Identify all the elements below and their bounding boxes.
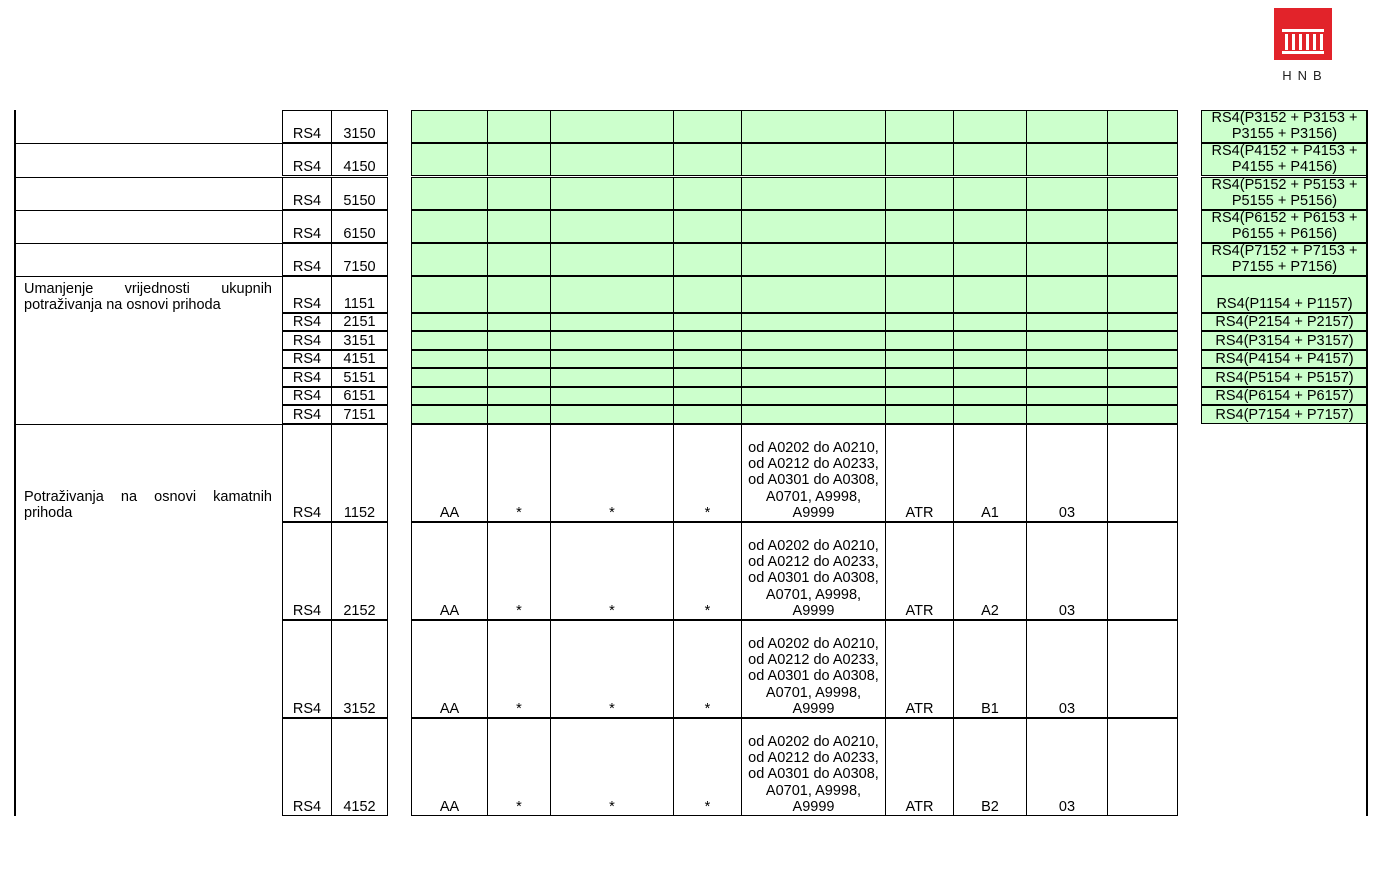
imp-row-3151-sheet-text: RS4 — [292, 333, 322, 349]
int-row-3152-col-1 — [411, 620, 488, 718]
formula-4150 — [1201, 143, 1368, 176]
imp-row-1151-col-3 — [550, 276, 674, 313]
formula-5150-text: RS4(P5152 + P5153 + P5155 + P5156) — [1211, 176, 1358, 209]
cont-row-5150-sheet-text: RS4 — [292, 193, 322, 209]
cont-row-3150-code-text: 3150 — [343, 126, 376, 142]
int-row-2152-col-7 — [953, 522, 1027, 620]
imp-row-7151-col-1 — [411, 405, 488, 424]
cont-row-4150-col-9 — [1107, 143, 1178, 176]
int-row-2152-col-3-text: * — [609, 603, 615, 619]
cont-row-4150-col-6 — [885, 143, 954, 176]
int-row-4152-col-3-text: * — [609, 799, 615, 815]
imp-row-7151-col-6 — [885, 405, 954, 424]
int-row-1152-col-1-text: AA — [439, 505, 460, 521]
int-row-1152-col-8-text: 03 — [1058, 505, 1076, 521]
int-row-3152-col-4 — [673, 620, 742, 718]
cont-row-6150-col-7 — [953, 210, 1027, 243]
int-row-2152-code-text: 2152 — [343, 603, 376, 619]
int-row-1152-col-4 — [673, 424, 742, 522]
formula-6150-text: RS4(P6152 + P6153 + P6155 + P6156) — [1211, 209, 1358, 242]
interest-label-text: Potraživanja na osnovi kamatnih prihoda — [24, 489, 272, 521]
cont-row-5150-col-5 — [741, 177, 886, 210]
imp-row-7151-sheet — [282, 405, 332, 424]
imp-row-2151-col-2 — [487, 313, 551, 331]
formula-5151-text: RS4(P5154 + P5157) — [1215, 369, 1354, 386]
int-row-3152-code-text: 3152 — [343, 701, 376, 717]
imp-row-2151-col-6 — [885, 313, 954, 331]
cont-row-7150-sheet-text: RS4 — [292, 259, 322, 275]
imp-row-5151-code — [331, 368, 388, 387]
int-row-4152-col-6 — [885, 718, 954, 816]
cont-row-5150-code-text: 5150 — [343, 193, 376, 209]
cont-row-3150-code — [331, 110, 388, 143]
imp-row-1151-col-2 — [487, 276, 551, 313]
imp-row-6151-col-2 — [487, 387, 551, 405]
int-row-4152-col-7 — [953, 718, 1027, 816]
imp-row-6151-col-8 — [1026, 387, 1108, 405]
cont-row-6150-col-9 — [1107, 210, 1178, 243]
int-row-4152-sheet — [282, 718, 332, 816]
imp-row-6151-code — [331, 387, 388, 405]
cont-row-3150-col-8 — [1026, 110, 1108, 143]
imp-row-3151-col-2 — [487, 331, 551, 350]
int-row-1152-col-3-text: * — [609, 505, 615, 521]
imp-row-5151-col-9 — [1107, 368, 1178, 387]
imp-row-7151-col-7 — [953, 405, 1027, 424]
imp-row-2151-col-5 — [741, 313, 886, 331]
cont-row-4150-code — [331, 143, 388, 176]
imp-row-1151-code-text: 1151 — [343, 296, 376, 312]
imp-row-1151-col-8 — [1026, 276, 1108, 313]
int-row-2152-col-4 — [673, 522, 742, 620]
cont-row-5150-col-1 — [411, 177, 488, 210]
formula-3150-text: RS4(P3152 + P3153 + P3155 + P3156) — [1211, 109, 1358, 142]
formula-6151 — [1201, 387, 1368, 405]
imp-row-7151-col-5 — [741, 405, 886, 424]
int-row-3152-col-7 — [953, 620, 1027, 718]
imp-row-3151-col-3 — [550, 331, 674, 350]
cont-row-4150-col-8 — [1026, 143, 1108, 176]
int-row-3152-col-6-text: ATR — [905, 701, 934, 717]
imp-row-1151-sheet — [282, 276, 332, 313]
cont-row-7150-sheet — [282, 243, 332, 276]
imp-row-3151-col-6 — [885, 331, 954, 350]
imp-row-7151-col-2 — [487, 405, 551, 424]
hnb-logo-text: HNB — [1282, 68, 1328, 83]
int-row-3152-sheet — [282, 620, 332, 718]
int-row-1152-col-6 — [885, 424, 954, 522]
int-row-3152-sheet-text: RS4 — [292, 701, 322, 717]
int-row-3152-col-5 — [741, 620, 886, 718]
imp-row-2151-col-3 — [550, 313, 674, 331]
int-row-2152-col-8-text: 03 — [1058, 603, 1076, 619]
imp-row-2151-code-text: 2151 — [343, 314, 376, 330]
imp-row-2151-sheet — [282, 313, 332, 331]
int-row-2152-col-5 — [741, 522, 886, 620]
int-row-3152-col-2-text: * — [516, 701, 522, 717]
cont-row-6150-sheet-text: RS4 — [292, 226, 322, 242]
int-row-1152-col-7 — [953, 424, 1027, 522]
int-row-2152-col-6 — [885, 522, 954, 620]
imp-row-4151-col-4 — [673, 350, 742, 368]
int-row-3152-col-9 — [1107, 620, 1178, 718]
cont-row-3150-sheet — [282, 110, 332, 143]
interest-label — [14, 424, 282, 522]
int-row-2152-col-9 — [1107, 522, 1178, 620]
cont-row-3150-col-6 — [885, 110, 954, 143]
formula-7151 — [1201, 405, 1368, 424]
imp-row-4151-col-5 — [741, 350, 886, 368]
cont-row-4150-sheet — [282, 143, 332, 176]
imp-row-1151-col-6 — [885, 276, 954, 313]
int-row-2152-col-1 — [411, 522, 488, 620]
imp-row-4151-col-1 — [411, 350, 488, 368]
imp-row-7151-col-8 — [1026, 405, 1108, 424]
int-row-4152-col-9 — [1107, 718, 1178, 816]
cont-row-7150-col-7 — [953, 243, 1027, 276]
imp-row-5151-col-7 — [953, 368, 1027, 387]
formula-7150-text: RS4(P7152 + P7153 + P7155 + P7156) — [1211, 242, 1358, 275]
formula-6151-text: RS4(P6154 + P6157) — [1215, 387, 1354, 404]
imp-row-2151-col-1 — [411, 313, 488, 331]
formula-4151 — [1201, 350, 1368, 368]
int-row-4152-col-1-text: AA — [439, 799, 460, 815]
cont-row-3150-col-1 — [411, 110, 488, 143]
imp-row-4151-col-7 — [953, 350, 1027, 368]
int-row-2152-col-5-text: od A0202 do A0210, od A0212 do A0233, od A0301 do A0308, A0701, A9998, A9999 — [748, 537, 879, 619]
imp-row-1151-col-5 — [741, 276, 886, 313]
imp-row-6151-col-3 — [550, 387, 674, 405]
int-row-4152-col-1 — [411, 718, 488, 816]
cont-row-7150-col-2 — [487, 243, 551, 276]
label-divider-2 — [14, 177, 282, 178]
imp-row-6151-col-6 — [885, 387, 954, 405]
cont-row-5150-col-6 — [885, 177, 954, 210]
cont-row-6150-col-4 — [673, 210, 742, 243]
int-row-1152-col-6-text: ATR — [905, 505, 934, 521]
imp-row-2151-col-4 — [673, 313, 742, 331]
int-row-2152-col-8 — [1026, 522, 1108, 620]
cont-row-5150-code — [331, 177, 388, 210]
imp-row-5151-sheet-text: RS4 — [292, 370, 322, 386]
imp-row-2151-code — [331, 313, 388, 331]
int-row-2152-col-1-text: AA — [439, 603, 460, 619]
imp-row-1151-sheet-text: RS4 — [292, 296, 322, 312]
int-row-3152-col-6 — [885, 620, 954, 718]
right-border — [1366, 110, 1368, 816]
imp-row-2151-col-7 — [953, 313, 1027, 331]
int-row-1152-col-2 — [487, 424, 551, 522]
cont-row-3150-col-4 — [673, 110, 742, 143]
int-row-2152-col-7-text: A2 — [981, 603, 999, 619]
label-divider-1 — [14, 143, 282, 144]
imp-row-3151-col-5 — [741, 331, 886, 350]
int-row-1152-col-3 — [550, 424, 674, 522]
cont-row-3150-col-5 — [741, 110, 886, 143]
imp-row-5151-col-1 — [411, 368, 488, 387]
imp-row-7151-col-4 — [673, 405, 742, 424]
imp-row-4151-code — [331, 350, 388, 368]
imp-row-4151-col-2 — [487, 350, 551, 368]
int-row-4152-col-2-text: * — [516, 799, 522, 815]
imp-row-4151-code-text: 4151 — [343, 351, 376, 367]
imp-row-7151-col-3 — [550, 405, 674, 424]
int-row-4152-col-8-text: 03 — [1058, 799, 1076, 815]
int-row-1152-code-text: 1152 — [343, 505, 376, 521]
cont-row-4150-col-5 — [741, 143, 886, 176]
int-row-3152-col-5-text: od A0202 do A0210, od A0212 do A0233, od A0301 do A0308, A0701, A9998, A9999 — [748, 635, 879, 717]
cont-row-4150-sheet-text: RS4 — [292, 159, 322, 175]
int-row-3152-col-4-text: * — [704, 701, 711, 717]
imp-row-4151-sheet — [282, 350, 332, 368]
imp-row-5151-sheet — [282, 368, 332, 387]
formula-1151 — [1201, 276, 1368, 313]
int-row-1152-col-2-text: * — [516, 505, 522, 521]
imp-row-4151-sheet-text: RS4 — [292, 351, 322, 367]
formula-2151-text: RS4(P2154 + P2157) — [1215, 313, 1354, 330]
int-row-4152-code-text: 4152 — [343, 799, 376, 815]
formula-2151 — [1201, 313, 1368, 331]
cont-row-6150-col-5 — [741, 210, 886, 243]
imp-row-1151-col-4 — [673, 276, 742, 313]
formula-7150 — [1201, 243, 1368, 276]
imp-row-7151-col-9 — [1107, 405, 1178, 424]
int-row-3152-col-3-text: * — [609, 701, 615, 717]
cont-row-7150-col-5 — [741, 243, 886, 276]
cont-row-4150-col-1 — [411, 143, 488, 176]
int-row-1152-code — [331, 424, 388, 522]
int-row-1152-col-8 — [1026, 424, 1108, 522]
imp-row-3151-col-1 — [411, 331, 488, 350]
int-row-3152-col-2 — [487, 620, 551, 718]
imp-row-4151-col-8 — [1026, 350, 1108, 368]
imp-row-3151-sheet — [282, 331, 332, 350]
cont-row-4150-col-4 — [673, 143, 742, 176]
cont-row-4150-code-text: 4150 — [343, 159, 376, 175]
cont-row-5150-col-2 — [487, 177, 551, 210]
cont-row-6150-code — [331, 210, 388, 243]
formula-6150 — [1201, 210, 1368, 243]
int-row-2152-col-2-text: * — [516, 603, 522, 619]
int-row-3152-col-3 — [550, 620, 674, 718]
int-row-1152-col-7-text: A1 — [981, 505, 999, 521]
int-row-4152-col-5 — [741, 718, 886, 816]
imp-row-2151-col-9 — [1107, 313, 1178, 331]
formula-3151-text: RS4(P3154 + P3157) — [1215, 332, 1354, 349]
int-row-2152-sheet — [282, 522, 332, 620]
int-row-1152-col-9 — [1107, 424, 1178, 522]
cont-row-6150-code-text: 6150 — [343, 226, 376, 242]
imp-row-1151-col-7 — [953, 276, 1027, 313]
imp-row-6151-code-text: 6151 — [343, 388, 376, 404]
cont-row-5150-col-4 — [673, 177, 742, 210]
int-row-3152-code — [331, 620, 388, 718]
imp-row-6151-sheet — [282, 387, 332, 405]
int-row-2152-col-4-text: * — [704, 603, 711, 619]
int-row-1152-col-5-text: od A0202 do A0210, od A0212 do A0233, od A0301 do A0308, A0701, A9998, A9999 — [748, 439, 879, 521]
imp-row-3151-col-4 — [673, 331, 742, 350]
int-row-2152-sheet-text: RS4 — [292, 603, 322, 619]
imp-row-1151-col-1 — [411, 276, 488, 313]
label-divider-3 — [14, 210, 282, 211]
cont-row-7150-col-8 — [1026, 243, 1108, 276]
formula-5151 — [1201, 368, 1368, 387]
imp-row-5151-col-3 — [550, 368, 674, 387]
cont-row-5150-col-8 — [1026, 177, 1108, 210]
imp-row-3151-code-text: 3151 — [343, 333, 376, 349]
cont-row-4150-col-7 — [953, 143, 1027, 176]
cont-row-7150-col-1 — [411, 243, 488, 276]
cont-row-5150-col-3 — [550, 177, 674, 210]
int-row-1152-sheet — [282, 424, 332, 522]
label-divider-4 — [14, 243, 282, 244]
cont-row-6150-sheet — [282, 210, 332, 243]
cont-row-7150-col-9 — [1107, 243, 1178, 276]
formula-3150 — [1201, 110, 1368, 143]
cont-row-5150-col-9 — [1107, 177, 1178, 210]
cont-row-6150-col-6 — [885, 210, 954, 243]
int-row-3152-col-8 — [1026, 620, 1108, 718]
int-row-4152-col-8 — [1026, 718, 1108, 816]
formula-5150 — [1201, 177, 1368, 210]
int-row-4152-col-7-text: B2 — [981, 799, 999, 815]
cont-row-3150-col-9 — [1107, 110, 1178, 143]
imp-row-4151-col-6 — [885, 350, 954, 368]
cont-row-6150-col-3 — [550, 210, 674, 243]
cont-row-4150-col-3 — [550, 143, 674, 176]
formula-7151-text: RS4(P7154 + P7157) — [1215, 406, 1354, 423]
imp-row-7151-sheet-text: RS4 — [292, 407, 322, 423]
int-row-4152-code — [331, 718, 388, 816]
imp-row-6151-col-4 — [673, 387, 742, 405]
int-row-4152-col-4 — [673, 718, 742, 816]
cont-row-4150-col-2 — [487, 143, 551, 176]
cont-row-3150-col-3 — [550, 110, 674, 143]
int-row-1152-col-1 — [411, 424, 488, 522]
imp-row-5151-col-2 — [487, 368, 551, 387]
int-row-4152-col-4-text: * — [704, 799, 711, 815]
imp-row-6151-col-1 — [411, 387, 488, 405]
cont-row-6150-col-2 — [487, 210, 551, 243]
imp-row-3151-col-7 — [953, 331, 1027, 350]
imp-row-3151-col-9 — [1107, 331, 1178, 350]
cont-row-7150-col-3 — [550, 243, 674, 276]
cont-row-7150-col-6 — [885, 243, 954, 276]
imp-row-2151-col-8 — [1026, 313, 1108, 331]
formula-3151 — [1201, 331, 1368, 350]
cont-row-6150-col-8 — [1026, 210, 1108, 243]
int-row-2152-col-2 — [487, 522, 551, 620]
imp-row-5151-col-6 — [885, 368, 954, 387]
cont-row-3150-sheet-text: RS4 — [292, 126, 322, 142]
cont-row-5150-col-7 — [953, 177, 1027, 210]
int-row-4152-col-5-text: od A0202 do A0210, od A0212 do A0233, od A0301 do A0308, A0701, A9998, A9999 — [748, 733, 879, 815]
int-row-4152-col-6-text: ATR — [905, 799, 934, 815]
cont-row-5150-sheet — [282, 177, 332, 210]
imp-row-5151-code-text: 5151 — [343, 370, 376, 386]
int-row-2152-code — [331, 522, 388, 620]
int-row-2152-col-6-text: ATR — [905, 603, 934, 619]
formula-4151-text: RS4(P4154 + P4157) — [1215, 350, 1354, 367]
imp-row-3151-col-8 — [1026, 331, 1108, 350]
imp-row-5151-col-5 — [741, 368, 886, 387]
int-row-1152-col-5 — [741, 424, 886, 522]
impairment-label-text: Umanjenje vrijednosti ukupnih potraživanja na osnovi prihoda — [24, 281, 272, 313]
formula-4150-text: RS4(P4152 + P4153 + P4155 + P4156) — [1211, 142, 1358, 175]
int-row-1152-sheet-text: RS4 — [292, 505, 322, 521]
int-row-2152-col-3 — [550, 522, 674, 620]
imp-row-4151-col-9 — [1107, 350, 1178, 368]
imp-row-5151-col-4 — [673, 368, 742, 387]
int-row-4152-sheet-text: RS4 — [292, 799, 322, 815]
imp-row-7151-code — [331, 405, 388, 424]
imp-row-6151-sheet-text: RS4 — [292, 388, 322, 404]
cont-row-6150-col-1 — [411, 210, 488, 243]
impairment-label — [14, 276, 282, 424]
imp-row-5151-col-8 — [1026, 368, 1108, 387]
cont-row-3150-col-2 — [487, 110, 551, 143]
int-row-1152-col-4-text: * — [704, 505, 711, 521]
cont-row-7150-code-text: 7150 — [343, 259, 376, 275]
cont-row-3150-col-7 — [953, 110, 1027, 143]
imp-row-7151-code-text: 7151 — [343, 407, 376, 423]
cont-row-7150-code — [331, 243, 388, 276]
imp-row-4151-col-3 — [550, 350, 674, 368]
formula-1151-text: RS4(P1154 + P1157) — [1216, 295, 1353, 312]
imp-row-2151-sheet-text: RS4 — [292, 314, 322, 330]
int-row-3152-col-7-text: B1 — [981, 701, 999, 717]
imp-row-1151-code — [331, 276, 388, 313]
cont-row-7150-col-4 — [673, 243, 742, 276]
int-row-4152-col-3 — [550, 718, 674, 816]
int-row-3152-col-8-text: 03 — [1058, 701, 1076, 717]
imp-row-6151-col-5 — [741, 387, 886, 405]
imp-row-1151-col-9 — [1107, 276, 1178, 313]
int-row-3152-col-1-text: AA — [439, 701, 460, 717]
imp-row-3151-code — [331, 331, 388, 350]
imp-row-6151-col-7 — [953, 387, 1027, 405]
int-row-4152-col-2 — [487, 718, 551, 816]
imp-row-6151-col-9 — [1107, 387, 1178, 405]
left-border — [14, 110, 16, 816]
